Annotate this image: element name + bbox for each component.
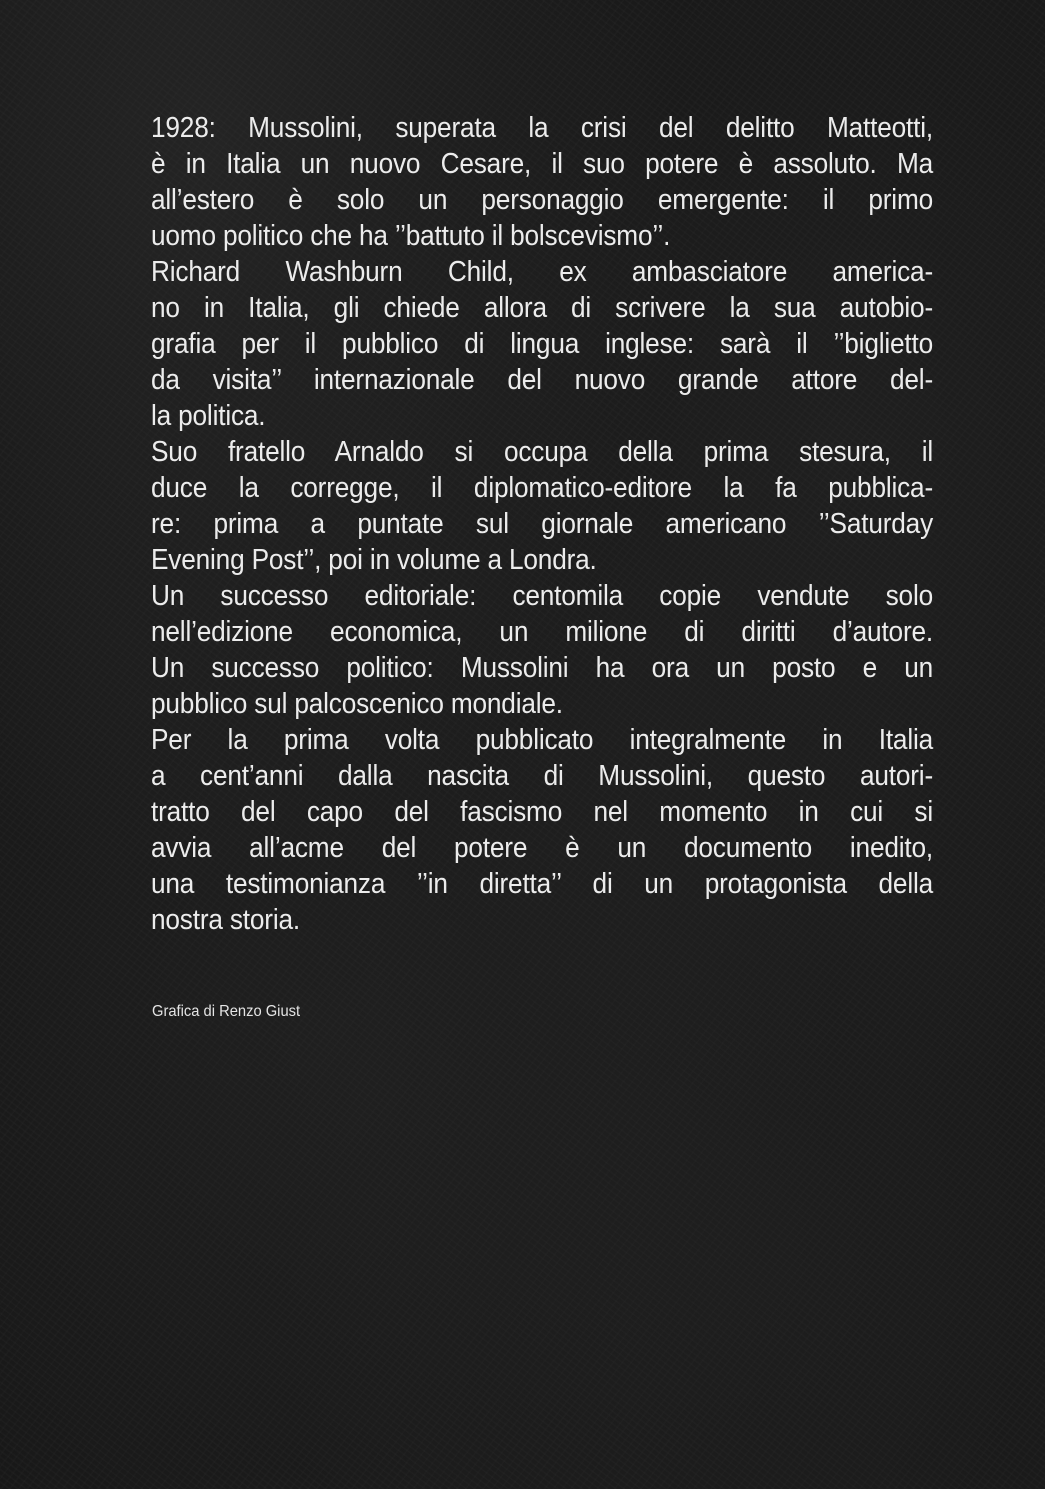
blurb-line: Un successo politico: Mussolini ha ora un posto e un (151, 652, 933, 684)
blurb-line: Un successo editoriale: centomila copie vendute solo (151, 580, 933, 612)
cover-blurb (151, 110, 933, 938)
blurb-line: uomo politico che ha ’’battuto il bolscevismo’’. (151, 220, 671, 252)
blurb-line: pubblico sul palcoscenico mondiale. (151, 688, 563, 720)
blurb-line: nell’edizione economica, un milione di diritti d’autore. (151, 616, 933, 648)
blurb-line: Evening Post’’, poi in volume a Londra. (151, 544, 597, 576)
blurb-line: nostra storia. (151, 904, 300, 936)
blurb-line: tratto del capo del fascismo nel momento in cui si (151, 796, 933, 828)
blurb-line: grafia per il pubblico di lingua inglese: sarà il ’’biglietto (151, 328, 933, 360)
blurb-line: è in Italia un nuovo Cesare, il suo potere è assoluto. Ma (151, 148, 933, 180)
blurb-line: re: prima a puntate sul giornale americano ’’Saturday (151, 508, 933, 540)
blurb-line: duce la corregge, il diplomatico-editore la fa pubblica- (151, 472, 933, 504)
blurb-line: da visita’’ internazionale del nuovo grande attore del- (151, 364, 933, 396)
design-credit: Grafica di Renzo Giust (152, 1003, 301, 1020)
blurb-line: Per la prima volta pubblicato integralmente in Italia (151, 724, 933, 756)
blurb-line: a cent’anni dalla nascita di Mussolini, questo autori- (151, 760, 933, 792)
blurb-line: la politica. (151, 400, 266, 432)
blurb-line: no in Italia, gli chiede allora di scrivere la sua autobio- (151, 292, 933, 324)
blurb-line: Richard Washburn Child, ex ambasciatore america- (151, 256, 933, 288)
blurb-line: una testimonianza ’’in diretta’’ di un protagonista della (151, 868, 933, 900)
blurb-line: Suo fratello Arnaldo si occupa della prima stesura, il (151, 436, 933, 468)
blurb-line: all’estero è solo un personaggio emergente: il primo (151, 184, 933, 216)
blurb-line: avvia all’acme del potere è un documento inedito, (151, 832, 933, 864)
blurb-line: 1928: Mussolini, superata la crisi del delitto Matteotti, (151, 112, 933, 144)
